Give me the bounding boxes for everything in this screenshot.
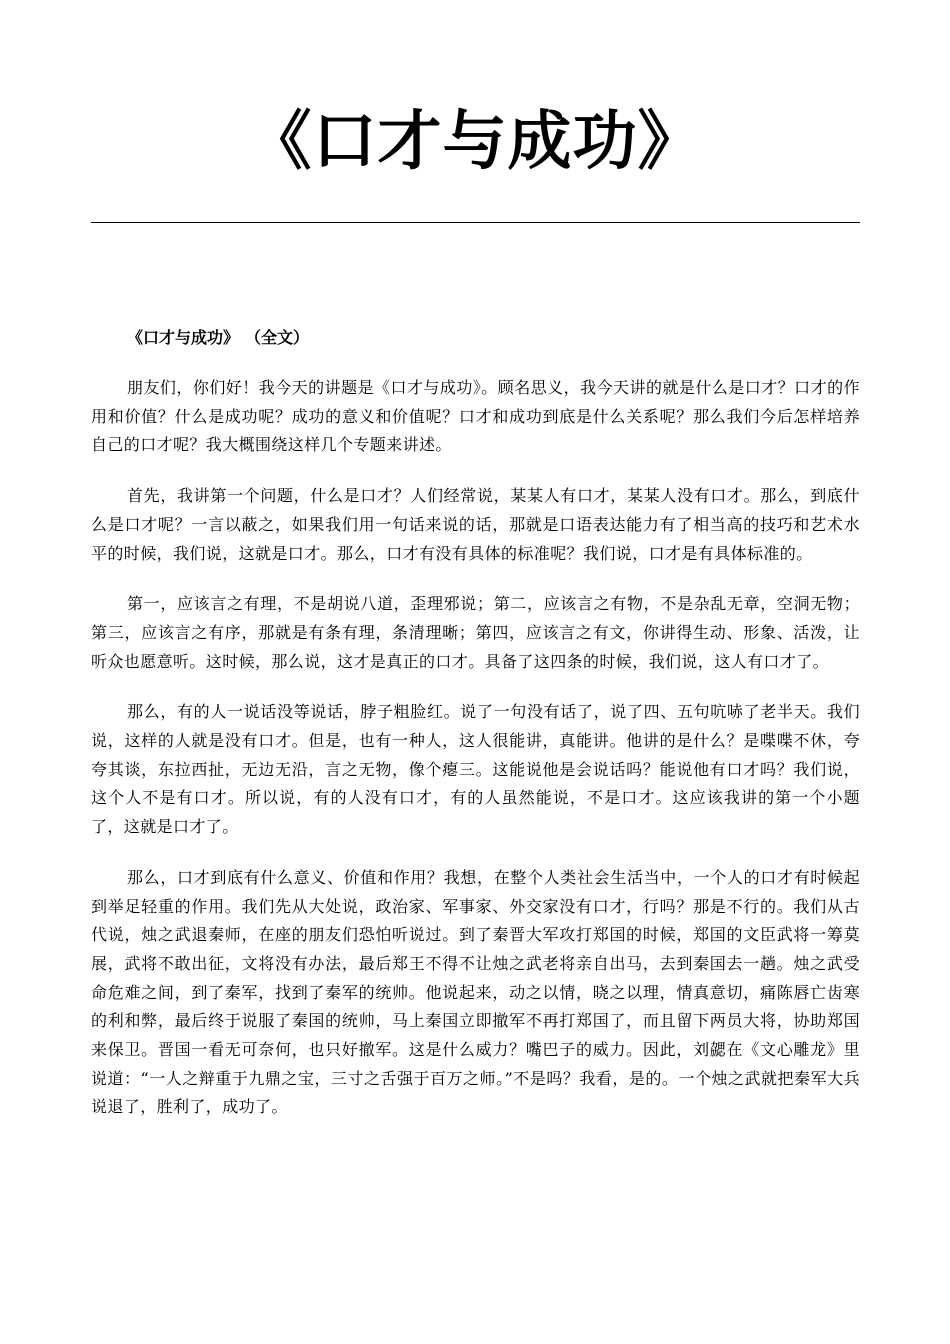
section-heading-note: （全文）	[253, 328, 310, 347]
document-body	[91, 322, 860, 1144]
page-title: 《口才与成功》	[247, 105, 703, 179]
section-heading-title: 《口才与成功》	[127, 328, 240, 347]
paragraph-5: 那么，口才到底有什么意义、价值和作用？我想，在整个人类社会生活当中，一个人的口才有时候起到举足轻重的作用。我们先从大处说，政治家、军事家、外交家没有口才，行吗？那是不行的。我们从古代说，烛之武退秦师，在座的朋友们恐怕听说过。到了秦晋大军攻打郑国的时候，郑国的文臣武将一筹莫展，武将不敢出征，文将没有办法，最后郑王不得不让烛之武老将亲自出马，去到秦国去一趟。烛之武受命危难之间，到了秦军，找到了秦军的统帅。他说起来，动之以情，晓之以理，情真意切，痛陈唇亡齿寒的利和弊，最后终于说服了秦国的统帅，马上秦国立即撤军不再打郑国了，而且留下两员大将，协助郑国来保卫。晋国一看无可奈何，也只好撤军。这是什么威力？嘴巴子的威力。因此，刘勰在《文心雕龙》里说道：“一人之辩重于九鼎之宝，三寸之舌强于百万之师。”不是吗？我看，是的。一个烛之武就把秦军大兵说退了，胜利了，成功了。	[91, 867, 860, 1117]
paragraph-3: 第一，应该言之有理，不是胡说八道，歪理邪说；第二，应该言之有物，不是杂乱无章，空洞无物；第三，应该言之有序，那就是有条有理，条清理晰；第四，应该言之有文，你讲得生动、形象、活泼，让听众也愿意听。这时候，那么说，这才是真正的口才。具备了这四条的时候，我们说，这人有口才了。	[91, 594, 860, 671]
paragraph-2: 首先，我讲第一个问题，什么是口才？人们经常说，某某人有口才，某某人没有口才。那么，到底什么是口才呢？一言以蔽之，如果我们用一句话来说的话，那就是口语表达能力有了相当高的技巧和艺术水平的时候，我们说，这就是口才。那么，口才有没有具体的标准呢？我们说，口才是有具体标准的。	[91, 486, 860, 563]
paragraph-4: 那么，有的人一说话没等说话，脖子粗脸红。说了一句没有话了，说了四、五句吭哧了老半天。我们说，这样的人就是没有口才。但是，也有一种人，这人很能讲，真能讲。他讲的是什么？是喋喋不休，夸夸其谈，东拉西扯，无边无沿，言之无物，像个瘪三。这能说他是会说话吗？能说他有口才吗？我们说，这个人不是有口才。所以说，有的人没有口才，有的人虽然能说，不是口才。这应该我讲的第一个小题了，这就是口才了。	[91, 702, 860, 837]
title-divider	[91, 222, 860, 223]
paragraph-1: 朋友们，你们好！我今天的讲题是《口才与成功》。顾名思义，我今天讲的就是什么是口才？口才的作用和价值？什么是成功呢？成功的意义和价值呢？口才和成功到底是什么关系呢？那么我们今后怎样培养自己的口才呢？我大概围绕这样几个专题来讲述。	[91, 378, 860, 455]
section-heading	[91, 322, 860, 354]
